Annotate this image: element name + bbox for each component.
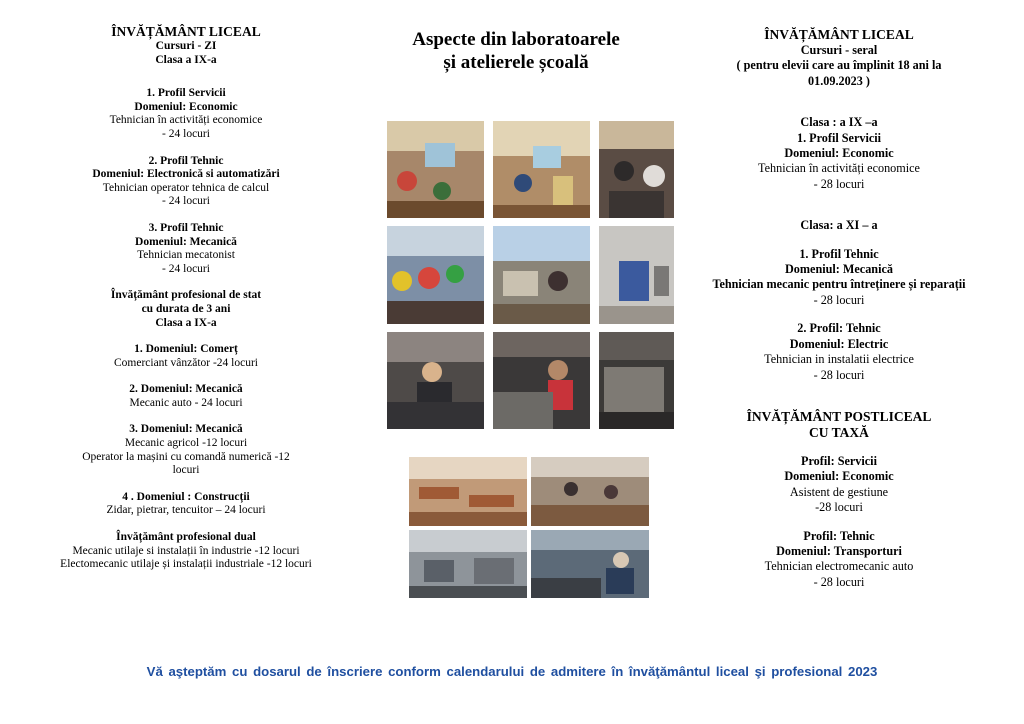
right-c2-p1-seats: - 28 locuri (813, 292, 865, 307)
post-p2-spec: Tehnician electromecanic auto (764, 559, 914, 574)
center-title (378, 28, 654, 74)
dual-line-1: Mecanic utilaje si instalații în industrie -12 locuri (72, 544, 300, 557)
photo-lab-4 (387, 226, 484, 324)
photo-workshop-1 (387, 332, 484, 429)
post-p2-seats: - 28 locuri (813, 574, 865, 589)
prof-item-1-domain: 1. Domeniul: Comerț (134, 343, 238, 356)
photo-lab-3 (599, 121, 674, 218)
prof-item-3-line-3: locuri (172, 464, 200, 477)
left-column (44, 24, 328, 572)
photo-workshop-5 (531, 530, 649, 598)
post-p1-seats: -28 locuri (815, 500, 863, 515)
right-c1-spec: Tehnician în activități economice (758, 161, 920, 176)
photo-workshop-3 (599, 332, 674, 429)
photo-lab-1 (387, 121, 484, 218)
right-c1-seats: - 28 locuri (813, 176, 865, 191)
prof-item-4-line: Zidar, pietrar, tencuitor – 24 locuri (106, 504, 266, 517)
left-profile-3-domain: Domeniul: Mecanică (135, 235, 237, 248)
left-profile-1-domain: Domeniul: Economic (134, 100, 238, 113)
photo-lab-2 (493, 121, 590, 218)
center-title-line-1: Aspecte din laboratoarele (412, 29, 620, 50)
post-p2-domain: Domeniul: Transporturi (776, 543, 902, 558)
right-c2-p1-domain: Domeniul: Mecanică (785, 262, 893, 277)
prof-title-2: cu durata de 3 ani (141, 302, 231, 315)
post-title-1: ÎNVĂȚĂMÂNT POSTLICEAL (746, 408, 932, 424)
right-note-2: 01.09.2023 ) (808, 73, 870, 88)
left-profile-3-seats: - 24 locuri (162, 262, 210, 275)
prof-title-1: Învățământ profesional de stat (110, 289, 262, 302)
photo-lab-5 (493, 226, 590, 324)
post-p1-domain: Domeniul: Economic (784, 469, 894, 484)
left-class: Clasa a IX-a (155, 53, 217, 66)
post-title-2: CU TAXĂ (809, 424, 869, 440)
left-profile-2-name: 2. Profil Tehnic (148, 154, 224, 167)
dual-title: Învățământ profesional dual (116, 531, 256, 544)
post-p2-name: Profil: Tehnic (803, 528, 875, 543)
photo-workshop-2 (493, 332, 590, 429)
right-class-1: Clasa : a IX –a (800, 115, 878, 130)
post-p1-name: Profil: Servicii (801, 453, 877, 468)
center-title-line-2: și atelierele școală (443, 52, 589, 73)
right-class-2: Clasa: a XI – a (800, 218, 878, 233)
right-c2-p2-spec: Tehnician in instalatii electrice (764, 352, 914, 367)
left-subtitle: Cursuri - ZI (155, 40, 217, 52)
right-c2-p2-seats: - 28 locuri (813, 367, 865, 382)
right-c1-profile: 1. Profil Servicii (796, 130, 882, 145)
photo-classroom-2 (531, 457, 649, 526)
right-c1-domain: Domeniul: Economic (784, 146, 894, 161)
right-c2-p1-name: 1. Profil Tehnic (799, 246, 879, 261)
photo-workshop-4 (409, 530, 527, 598)
post-p1-spec: Asistent de gestiune (789, 484, 889, 499)
left-profile-1-seats: - 24 locuri (162, 127, 210, 140)
dual-line-2: Electomecanic utilaje și instalații industriale -12 locuri (60, 558, 312, 571)
footer-banner: Vă aşteptăm cu dosarul de înscriere conform calendarului de admitere în învăţământul liceal şi profesional 2023 (146, 664, 878, 679)
right-title: ÎNVĂȚĂMÂNT LICEAL (764, 27, 914, 42)
left-profile-3-name: 3. Profil Tehnic (148, 221, 224, 234)
right-column (694, 27, 984, 590)
right-subtitle: Cursuri - seral (800, 43, 878, 57)
right-c2-p1-spec: Tehnician mecanic pentru întreținere și reparații (712, 277, 966, 292)
right-c2-p2-domain: Domeniul: Electric (789, 336, 889, 351)
right-note-1: ( pentru elevii care au împlinit 18 ani la (736, 58, 942, 73)
left-profile-1-spec: Tehnician în activități economice (109, 114, 263, 127)
prof-class: Clasa a IX-a (155, 316, 217, 329)
prof-item-3-line-1: Mecanic agricol -12 locuri (124, 437, 248, 450)
prof-item-3-line-2: Operator la mașini cu comandă numerică -12 (82, 450, 290, 463)
right-c2-p2-name: 2. Profil: Tehnic (797, 321, 881, 336)
prof-item-2-line: Mecanic auto - 24 locuri (129, 396, 243, 409)
photo-lab-6 (599, 226, 674, 324)
prof-item-3-domain: 3. Domeniul: Mecanică (129, 423, 243, 436)
prof-item-2-domain: 2. Domeniul: Mecanică (129, 383, 243, 396)
prof-item-1-line: Comerciant vânzător -24 locuri (113, 356, 258, 369)
prof-item-4-domain: 4 . Domeniul : Construcții (122, 490, 250, 503)
left-profile-3-spec: Tehnician mecatonist (137, 249, 235, 262)
left-title: ÎNVĂȚĂMÂNT LICEAL (111, 24, 261, 39)
left-profile-2-spec: Tehnician operator tehnica de calcul (102, 181, 270, 194)
left-profile-2-seats: - 24 locuri (162, 195, 210, 208)
photo-classroom-1 (409, 457, 527, 526)
left-profile-1-name: 1. Profil Servicii (146, 87, 226, 100)
left-profile-2-domain: Domeniul: Electronică si automatizări (92, 168, 280, 181)
